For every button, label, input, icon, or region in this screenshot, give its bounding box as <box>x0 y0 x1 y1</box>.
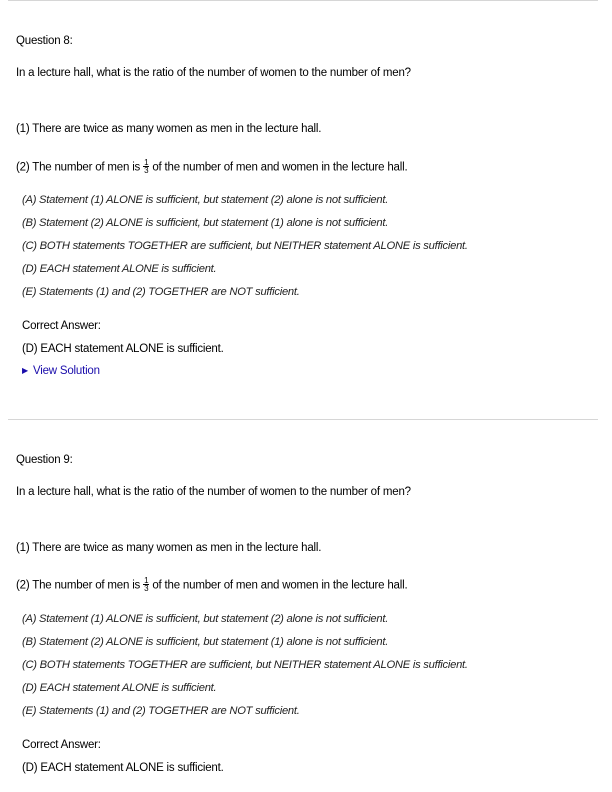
fraction-one-third: $\frac{1}{3}$ <box>144 576 149 593</box>
statement-2-suffix: of the number of men and women in the lecture hall. <box>152 579 408 592</box>
option-a: (A) Statement (1) ALONE is sufficient, but statement (2) alone is not sufficient. <box>22 194 389 206</box>
statement-2 <box>16 578 407 593</box>
option-d: (D) EACH statement ALONE is sufficient. <box>22 682 217 694</box>
view-solution-label: View Solution <box>32 365 100 377</box>
correct-answer-label: Correct Answer: <box>22 739 101 751</box>
option-b: (B) Statement (2) ALONE is sufficient, but statement (1) alone is not sufficient. <box>22 636 389 648</box>
triangle-right-icon: ▶ <box>22 366 28 375</box>
statement-1: (1) There are twice as many women as men in the lecture hall. <box>16 542 322 554</box>
correct-answer-label: Correct Answer: <box>22 320 101 332</box>
option-e: (E) Statements (1) and (2) TOGETHER are NOT sufficient. <box>22 705 300 717</box>
statement-2-prefix: (2) The number of men is <box>16 579 141 592</box>
statement-1: (1) There are twice as many women as men in the lecture hall. <box>16 123 322 135</box>
question-title: Question 9: <box>16 454 73 466</box>
fraction-one-third: $\frac{1}{3}$ <box>144 158 149 175</box>
option-b: (B) Statement (2) ALONE is sufficient, but statement (1) alone is not sufficient. <box>22 217 389 229</box>
correct-answer: (D) EACH statement ALONE is sufficient. <box>22 343 224 355</box>
correct-answer: (D) EACH statement ALONE is sufficient. <box>22 762 224 774</box>
question-text: In a lecture hall, what is the ratio of the number of women to the number of men? <box>16 486 411 498</box>
question-text: In a lecture hall, what is the ratio of the number of women to the number of men? <box>16 67 411 79</box>
option-e: (E) Statements (1) and (2) TOGETHER are NOT sufficient. <box>22 286 300 298</box>
option-c: (C) BOTH statements TOGETHER are sufficient, but NEITHER statement ALONE is sufficient. <box>22 240 468 252</box>
statement-2-suffix: of the number of men and women in the lecture hall. <box>152 161 408 174</box>
question-title: Question 8: <box>16 35 73 47</box>
option-d: (D) EACH statement ALONE is sufficient. <box>22 263 217 275</box>
option-c: (C) BOTH statements TOGETHER are sufficient, but NEITHER statement ALONE is sufficient. <box>22 659 468 671</box>
option-a: (A) Statement (1) ALONE is sufficient, but statement (2) alone is not sufficient. <box>22 613 389 625</box>
statement-2-prefix: (2) The number of men is <box>16 161 141 174</box>
